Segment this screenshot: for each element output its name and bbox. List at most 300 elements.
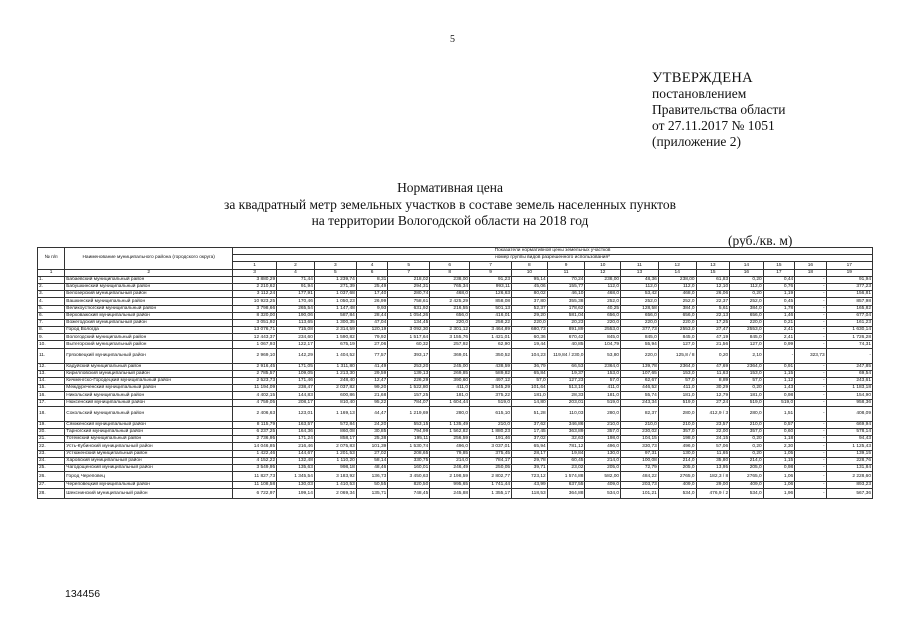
value-cell: 126,63 [470, 291, 512, 298]
district-name: Нюксенский муниципальный район [65, 399, 233, 406]
row-number: 7. [38, 319, 65, 326]
value-cell: 220,0 [658, 319, 696, 326]
table-header-row [38, 248, 873, 255]
value-cell: 243,34 [621, 399, 659, 406]
value-cell: 615,10 [470, 406, 512, 421]
value-cell: 12,79 [696, 392, 730, 399]
value-cell: 893,23 [826, 482, 872, 489]
header-number: № п/п [38, 248, 65, 270]
value-cell: 12,10 [696, 283, 730, 290]
value-cell: 55,94 [621, 341, 659, 348]
value-cell: 220,0 [621, 319, 659, 326]
district-name: Сокольский муниципальный район [65, 406, 233, 421]
value-cell: 10 923,25 [233, 298, 277, 305]
value-cell: 377,73 [621, 327, 659, 334]
group-number-cell: 14 [730, 262, 764, 269]
value-cell: 247,85 [826, 363, 872, 370]
value-cell: 205,0 [730, 464, 764, 471]
value-cell: 50,55 [356, 482, 387, 489]
value-cell: 104,23 [512, 348, 548, 363]
value-cell: 29,20 [512, 312, 548, 319]
value-cell: - [795, 327, 826, 334]
row-number: 21. [38, 436, 65, 443]
value-cell: 1 880,23 [470, 428, 512, 435]
value-cell: 136,73 [356, 472, 387, 482]
value-cell: 252,0 [585, 298, 621, 305]
value-cell: 656,0 [730, 312, 764, 319]
value-cell: 408,09 [826, 406, 872, 421]
value-cell: 534,0 [730, 489, 764, 499]
column-number-cell: 15 [696, 269, 730, 276]
group-number-cell: 12 [658, 262, 696, 269]
value-cell: 11 194,09 [233, 385, 277, 392]
row-number: 18. [38, 406, 65, 421]
table-row [38, 428, 873, 435]
approval-stamp: УТВЕРЖДЕНА [652, 70, 753, 86]
value-cell: 2 314,59 [314, 327, 356, 334]
value-cell: 28,33 [547, 392, 585, 399]
value-cell: 496,0 [585, 443, 621, 450]
row-number: 5. [38, 305, 65, 312]
value-cell: 1 741,44 [470, 482, 512, 489]
column-number-cell: 9 [470, 269, 512, 276]
column-number-cell: 2 [65, 269, 233, 276]
value-cell: 21,68 [356, 392, 387, 399]
value-cell: - [795, 428, 826, 435]
value-cell: 30,85 [356, 428, 387, 435]
value-cell: 845,0 [585, 334, 621, 341]
value-cell: 845,0 [658, 334, 696, 341]
value-cell: 94,43 [826, 436, 872, 443]
value-cell: 280,74 [388, 291, 430, 298]
value-cell: 28,17 [512, 450, 548, 457]
column-number-cell: 13 [621, 269, 659, 276]
row-number: 28. [38, 489, 65, 499]
value-cell: 210,0 [730, 421, 764, 428]
value-cell: 29,59 [356, 370, 387, 377]
value-cell: 135,71 [356, 489, 387, 499]
value-cell: 0,57 [763, 421, 794, 428]
title-line: Нормативная цена [397, 180, 503, 195]
value-cell: - [795, 370, 826, 377]
value-cell: 1,06 [763, 472, 794, 482]
value-cell: - [795, 443, 826, 450]
value-cell: 220,0 [430, 319, 470, 326]
value-cell: 22,00 [696, 428, 730, 435]
column-number-cell: 19 [826, 269, 872, 276]
value-cell: 157,25 [388, 392, 430, 399]
value-cell: 1 201,53 [314, 450, 356, 457]
value-cell: 3 798,66 [233, 305, 277, 312]
value-cell: 246,49 [430, 464, 470, 471]
value-cell: 95,22 [356, 399, 387, 406]
value-cell: 35,80 [696, 457, 730, 464]
value-cell: 1,51 [763, 406, 794, 421]
value-cell: - [795, 305, 826, 312]
table-row [38, 341, 873, 348]
value-cell: 409,0 [585, 482, 621, 489]
district-name: Бабушкинский муниципальный район [65, 283, 233, 290]
value-cell: 28,44 [356, 312, 387, 319]
value-cell: 669,94 [826, 421, 872, 428]
district-name: Верховажский муниципальный район [65, 312, 233, 319]
value-cell: 19,44 [512, 341, 548, 348]
value-cell: 1 054,26 [388, 312, 430, 319]
column-number-cell: 8 [430, 269, 470, 276]
value-cell: 127,0 [658, 341, 696, 348]
value-cell: 2765,0 [730, 472, 764, 482]
column-number-cell: 12 [585, 269, 621, 276]
value-cell: 153,0 [730, 370, 764, 377]
value-cell: 384,0 [730, 305, 764, 312]
row-number: 9. [38, 334, 65, 341]
value-cell: 845,0 [730, 334, 764, 341]
value-cell: 79,85 [430, 450, 470, 457]
value-cell: 0,20 [730, 291, 764, 298]
value-cell: 0,20 [730, 436, 764, 443]
value-cell: 164,36 [277, 428, 315, 435]
value-cell: 2 037,82 [314, 385, 356, 392]
value-cell: 765,34 [430, 283, 470, 290]
table-row [38, 276, 873, 283]
value-cell: - [795, 276, 826, 283]
value-cell: 43,99 [512, 482, 548, 489]
value-cell: 245,88 [430, 489, 470, 499]
value-cell: 160,01 [388, 464, 430, 471]
value-cell: 656,0 [585, 312, 621, 319]
district-name: Шекснинский муниципальный район [65, 489, 233, 499]
value-cell: 48,36 [621, 276, 659, 283]
value-cell: 14,80 [512, 399, 548, 406]
value-cell: 567,36 [826, 489, 872, 499]
value-cell: 2364,0 [730, 363, 764, 370]
value-cell: 135,63 [277, 464, 315, 471]
table-row [38, 363, 873, 370]
value-cell: 484,22 [621, 472, 659, 482]
value-cell: 519,0 [763, 399, 794, 406]
value-cell: 226,29 [388, 378, 430, 385]
header-indicators: Показатели нормативной цены земельных участков [233, 248, 873, 255]
value-cell: 57,0 [585, 378, 621, 385]
value-cell: 47,19 [696, 334, 730, 341]
table-row [38, 436, 873, 443]
value-cell: 1 345,54 [277, 472, 315, 482]
value-cell: 1 300,35 [314, 319, 356, 326]
value-cell: 112,0 [658, 283, 696, 290]
value-cell: 24,20 [356, 421, 387, 428]
value-cell: - [795, 406, 826, 421]
value-cell: 11 108,58 [233, 482, 277, 489]
table-row [38, 385, 873, 392]
value-cell: 39,71 [512, 464, 548, 471]
value-cell: 3 112,24 [233, 291, 277, 298]
value-cell: 656,0 [621, 312, 659, 319]
value-cell: 280,0 [585, 406, 621, 421]
approval-line: (приложение 2) [652, 134, 742, 149]
value-cell: 1 311,80 [314, 363, 356, 370]
value-cell: 534,0 [585, 489, 621, 499]
value-cell: 8,89 [696, 378, 730, 385]
value-cell: 357,0 [658, 428, 696, 435]
value-cell: 74,31 [826, 341, 872, 348]
value-cell: - [795, 283, 826, 290]
value-cell: 210,0 [658, 421, 696, 428]
value-cell: 118,53 [512, 489, 548, 499]
value-cell: 3 051,92 [233, 319, 277, 326]
value-cell: 350,52 [470, 348, 512, 363]
value-cell: 587,84 [314, 312, 356, 319]
value-cell: 53,42 [621, 291, 659, 298]
value-cell: 0,20 [730, 450, 764, 457]
value-cell: 23,02 [547, 464, 585, 471]
value-cell: 3 155,76 [430, 334, 470, 341]
row-number: 26. [38, 472, 65, 482]
value-cell: 637,55 [547, 482, 585, 489]
value-cell: 214,0 [585, 457, 621, 464]
value-cell: 1 562,82 [430, 428, 470, 435]
value-cell: 2 802,77 [470, 472, 512, 482]
value-cell: 177,91 [277, 291, 315, 298]
value-cell: 55,74 [621, 392, 659, 399]
value-cell: 2,10 [730, 348, 764, 363]
value-cell: 72,79 [621, 464, 659, 471]
value-cell: - [795, 450, 826, 457]
value-cell: 8,31 [356, 276, 387, 283]
value-cell: - [763, 348, 794, 363]
value-cell: 1 726,28 [826, 334, 872, 341]
value-cell: 4 759,05 [233, 399, 277, 406]
value-cell: 2,41 [763, 334, 794, 341]
value-cell: 22,37 [696, 298, 730, 305]
value-cell: 214,0 [658, 457, 696, 464]
district-name: Череповецкий муниципальный район [65, 482, 233, 489]
value-cell: 27,47 [696, 327, 730, 334]
value-cell: 214,0 [730, 457, 764, 464]
table-row [38, 348, 873, 363]
group-number-cell: 4 [356, 262, 387, 269]
value-cell: 2,30 [763, 443, 794, 450]
value-cell: 891,89 [547, 327, 585, 334]
value-cell: 51,28 [512, 406, 548, 421]
value-cell: 2 210,62 [233, 283, 277, 290]
table-row [38, 291, 873, 298]
value-cell: 65,94 [512, 443, 548, 450]
column-number-cell: 5 [314, 269, 356, 276]
value-cell: 21,56 [696, 341, 730, 348]
value-cell: 27,02 [356, 450, 387, 457]
value-cell: 191,46 [470, 436, 512, 443]
value-cell: 178,62 [547, 305, 585, 312]
unit-label: (руб./кв. м) [728, 233, 793, 248]
row-number: 12. [38, 363, 65, 370]
price-table-wrap [37, 247, 873, 499]
value-cell: 142,29 [277, 348, 315, 363]
row-number: 2. [38, 283, 65, 290]
value-cell: 582,00 [585, 472, 621, 482]
value-cell: 101,39 [356, 443, 387, 450]
value-cell: 1,43 [763, 385, 794, 392]
group-number-cell: 15 [763, 262, 794, 269]
table-row [38, 305, 873, 312]
value-cell: 171,05 [277, 363, 315, 370]
group-number-cell: 8 [512, 262, 548, 269]
value-cell: 57,06 [696, 443, 730, 450]
value-cell: - [795, 341, 826, 348]
value-cell: 1,05 [763, 450, 794, 457]
value-cell: 122,17 [277, 341, 315, 348]
header-name: Наименование муниципального района (городского округа) [65, 248, 233, 270]
value-cell: 245,00 [430, 363, 470, 370]
value-cell: 519,0 [470, 399, 512, 406]
district-name: Усть-Кубинский муниципальный район [65, 443, 233, 450]
group-number-cell: 6 [430, 262, 470, 269]
value-cell: 0,20 [730, 443, 764, 450]
page-number: 5 [450, 34, 455, 45]
value-cell: 1,46 [763, 312, 794, 319]
value-cell: 210,0 [621, 421, 659, 428]
value-cell: 37,62 [512, 421, 548, 428]
table-row [38, 327, 873, 334]
value-cell: 1,15 [763, 370, 794, 377]
value-cell: 36,79 [512, 363, 548, 370]
value-cell: 0,21 [763, 319, 794, 326]
value-cell: 369,01 [430, 348, 470, 363]
value-cell: 377,23 [826, 283, 872, 290]
value-cell: - [795, 421, 826, 428]
document-title [120, 180, 780, 230]
column-number-cell: 18 [795, 269, 826, 276]
value-cell: 216,55 [430, 305, 470, 312]
value-cell: 123,01 [277, 406, 315, 421]
value-cell: 2 198,59 [430, 472, 470, 482]
value-cell: 393,17 [388, 348, 430, 363]
header-groups: номер группы видов разрешенного использования* [233, 255, 873, 262]
value-cell: 0,20 [696, 348, 730, 363]
value-cell: 23,57 [696, 421, 730, 428]
value-cell: 19,84 [547, 450, 585, 457]
value-cell: 198,0 [585, 436, 621, 443]
value-cell: - [826, 348, 872, 363]
table-row [38, 370, 873, 377]
value-cell: 2553,0 [658, 327, 696, 334]
value-cell: 446,52 [621, 385, 659, 392]
value-cell: 519,0 [658, 399, 696, 406]
value-cell: 230,02 [621, 428, 659, 435]
value-cell: 1,18 [763, 436, 794, 443]
column-number-cell: 17 [763, 269, 794, 276]
value-cell: 66,53 [547, 363, 585, 370]
value-cell: 228,76 [826, 457, 872, 464]
value-cell: - [795, 399, 826, 406]
value-cell: 182,3 / 8 [696, 472, 730, 482]
value-cell: 57,0 [658, 378, 696, 385]
value-cell: 11 827,73 [233, 472, 277, 482]
value-cell: 203,01 [547, 399, 585, 406]
value-cell: 280,0 [658, 406, 696, 421]
value-cell: 1 517,64 [388, 334, 430, 341]
value-cell: 104,15 [621, 436, 659, 443]
row-number: 1. [38, 276, 65, 283]
value-cell: 139,15 [826, 450, 872, 457]
value-cell: 0,98 [763, 392, 794, 399]
column-number-cell: 7 [388, 269, 430, 276]
group-number-cell: 17 [826, 262, 872, 269]
table-row [38, 334, 873, 341]
value-cell: 858,08 [470, 298, 512, 305]
value-cell: 208,65 [388, 450, 430, 457]
value-cell: 294,31 [388, 283, 430, 290]
value-cell: 680,73 [512, 327, 548, 334]
value-cell: 79,92 [356, 334, 387, 341]
value-cell: 4 152,22 [233, 457, 277, 464]
value-cell: 409,0 [730, 482, 764, 489]
value-cell: 128,58 [621, 305, 659, 312]
row-number: 24. [38, 457, 65, 464]
value-cell: 1,06 [763, 482, 794, 489]
title-line: на территории Вологодской области на 2018 год [311, 213, 589, 228]
value-cell: 95,14 [512, 276, 548, 283]
value-cell: 112,0 [621, 283, 659, 290]
row-number: 16. [38, 392, 65, 399]
value-cell: 258,22 [470, 319, 512, 326]
table-row [38, 421, 873, 428]
value-cell: 1 169,13 [314, 406, 356, 421]
district-name: Великоустюгский муниципальный район [65, 305, 233, 312]
value-cell: 0,45 [763, 298, 794, 305]
row-number: 8. [38, 327, 65, 334]
value-cell: 48,46 [356, 464, 387, 471]
value-cell: 11,63 [696, 370, 730, 377]
value-cell: 0,91 [763, 363, 794, 370]
value-cell: 238,47 [277, 385, 315, 392]
district-name: Бабаевский муниципальный район [65, 276, 233, 283]
row-number: 10. [38, 341, 65, 348]
value-cell: 22,13 [696, 312, 730, 319]
value-cell: 468,0 [585, 291, 621, 298]
value-cell: - [795, 464, 826, 471]
value-cell: 107,65 [621, 370, 659, 377]
value-cell: 845,0 [621, 334, 659, 341]
district-name: Междуреченский муниципальный район [65, 385, 233, 392]
value-cell: 0,44 [763, 276, 794, 283]
value-cell: 29,00 [696, 482, 730, 489]
value-cell: - [795, 298, 826, 305]
value-cell: 25,49 [356, 283, 387, 290]
value-cell: 17,25 [696, 319, 730, 326]
table-row [38, 457, 873, 464]
group-number-cell: 9 [547, 262, 585, 269]
value-cell: 218,02 [388, 276, 430, 283]
value-cell: 190,06 [277, 312, 315, 319]
document-id: 134456 [65, 588, 101, 600]
table-row [38, 450, 873, 457]
value-cell: 44,47 [356, 406, 387, 421]
value-cell: 24,15 [696, 436, 730, 443]
value-cell: - [795, 319, 826, 326]
value-cell: 165,82 [826, 305, 872, 312]
value-cell: 748,45 [388, 489, 430, 499]
value-cell: 256,59 [430, 436, 470, 443]
value-cell: 280,0 [430, 406, 470, 421]
value-cell: 2 228,60 [826, 472, 872, 482]
value-cell: 62,90 [470, 341, 512, 348]
value-cell: 110,03 [547, 406, 585, 421]
value-cell: 1 147,48 [314, 305, 356, 312]
value-cell: 1 355,17 [470, 489, 512, 499]
value-cell: 45,06 [512, 283, 548, 290]
value-cell: 1 630,14 [826, 327, 872, 334]
value-cell: 216,46 [277, 443, 315, 450]
